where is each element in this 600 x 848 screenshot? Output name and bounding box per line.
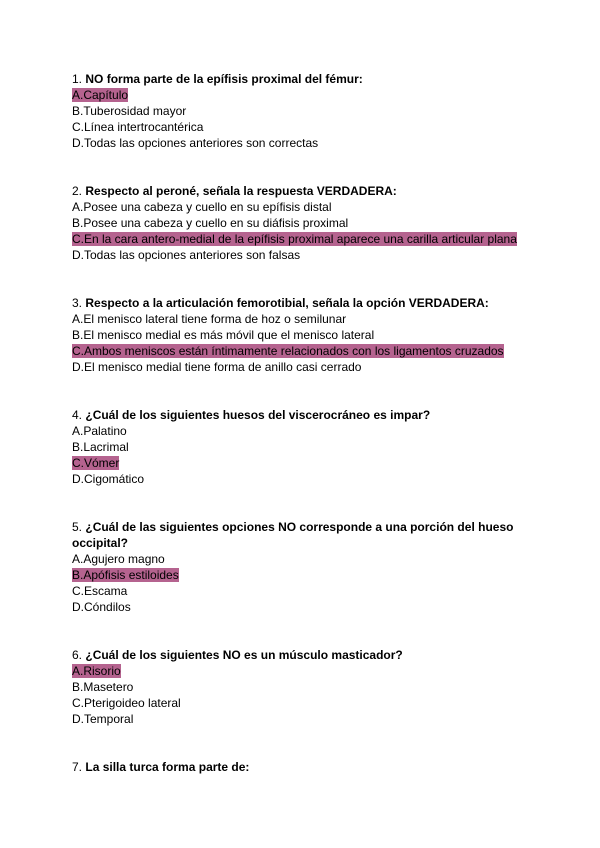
question-2	[72, 183, 532, 263]
question-6	[72, 647, 532, 727]
option-c	[72, 343, 532, 359]
option-a: A.Posee una cabeza y cuello en su epífisis distal	[72, 200, 332, 214]
option-a: A.El menisco lateral tiene forma de hoz o semilunar	[72, 312, 347, 326]
question-number: 2.	[72, 184, 83, 198]
correct-answer-highlight: A.Risorio	[72, 664, 121, 678]
question-number: 6.	[72, 648, 83, 662]
question-number: 4.	[72, 408, 83, 422]
question-text: ¿Cuál de los siguientes huesos del viscerocráneo es impar?	[85, 408, 431, 422]
question-text: ¿Cuál de las siguientes opciones NO corresponde a una porción del hueso occipital?	[72, 520, 514, 550]
option-c	[72, 231, 532, 247]
question-title	[72, 519, 532, 551]
question-title	[72, 407, 532, 423]
option-c: C.Línea intertrocantérica	[72, 120, 204, 134]
option-d: D.El menisco medial tiene forma de anillo casi cerrado	[72, 360, 362, 374]
correct-answer-highlight: A.Capítulo	[72, 88, 129, 102]
correct-answer-highlight: C.Ambos meniscos están íntimamente relacionados con los ligamentos cruzados	[72, 344, 504, 358]
question-title	[72, 647, 532, 663]
correct-answer-highlight: C.En la cara antero-medial de la epífisis proximal aparece una carilla articular plana	[72, 232, 517, 246]
option-c: C.Pterigoideo lateral	[72, 696, 181, 710]
question-number: 7.	[72, 760, 83, 774]
question-title	[72, 183, 532, 199]
option-a	[72, 663, 532, 679]
question-number: 3.	[72, 296, 83, 310]
question-title	[72, 295, 532, 311]
option-c	[72, 455, 532, 471]
option-b: B.Posee una cabeza y cuello en su diáfisis proximal	[72, 216, 349, 230]
correct-answer-highlight: C.Vómer	[72, 456, 120, 470]
option-b: B.El menisco medial es más móvil que el menisco lateral	[72, 328, 375, 342]
question-number: 1.	[72, 72, 83, 86]
question-5	[72, 519, 532, 615]
option-a: A.Palatino	[72, 424, 127, 438]
option-b: B.Masetero	[72, 680, 134, 694]
option-b: B.Tuberosidad mayor	[72, 104, 187, 118]
question-1	[72, 71, 532, 151]
option-b	[72, 567, 532, 583]
option-c: C.Escama	[72, 584, 128, 598]
option-d: D.Todas las opciones anteriores son correctas	[72, 136, 319, 150]
correct-answer-highlight: B.Apófisis estiloides	[72, 568, 179, 582]
option-d: D.Cigomático	[72, 472, 145, 486]
question-text: Respecto a la articulación femorotibial, señala la opción VERDADERA:	[85, 296, 489, 310]
question-text: La silla turca forma parte de:	[85, 760, 250, 774]
question-title	[72, 71, 532, 87]
question-title	[72, 759, 532, 775]
option-a	[72, 87, 532, 103]
option-d: D.Cóndilos	[72, 600, 131, 614]
question-text: NO forma parte de la epífisis proximal del fémur:	[85, 72, 363, 86]
question-7	[72, 759, 532, 775]
question-text: Respecto al peroné, señala la respuesta VERDADERA:	[85, 184, 397, 198]
question-3	[72, 295, 532, 375]
option-b: B.Lacrimal	[72, 440, 129, 454]
option-d: D.Todas las opciones anteriores son falsas	[72, 248, 301, 262]
question-4	[72, 407, 532, 487]
question-text: ¿Cuál de los siguientes NO es un músculo masticador?	[85, 648, 403, 662]
question-number: 5.	[72, 520, 83, 534]
option-d: D.Temporal	[72, 712, 134, 726]
option-a: A.Agujero magno	[72, 552, 165, 566]
